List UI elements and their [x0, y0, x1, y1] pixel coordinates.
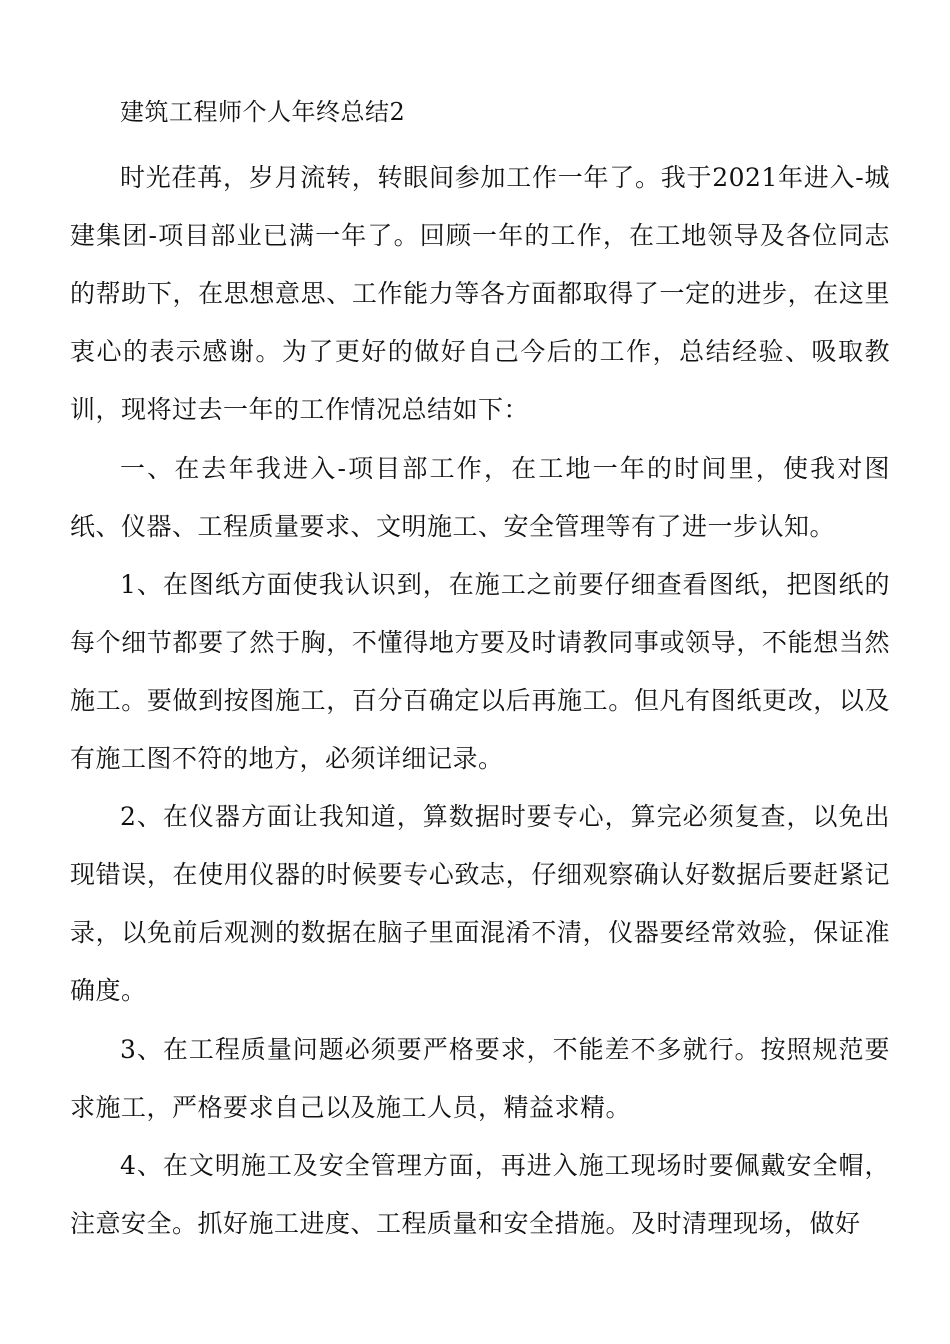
- paragraph: 一、在去年我进入-项目部工作，在工地一年的时间里，使我对图纸、仪器、工程质量要求、文明施工、安全管理等有了进一步认知。: [70, 454, 890, 541]
- paragraph: 2、在仪器方面让我知道，算数据时要专心，算完必须复查，以免出现错误，在使用仪器的时候要专心致志，仔细观察确认好数据后要赶紧记录，以免前后观测的数据在脑子里面混淆不清，仪器要经常效验，保证准确度。: [70, 802, 890, 1005]
- paragraph-intro: [70, 149, 890, 439]
- paragraph: 3、在工程质量问题必须要严格要求，不能差不多就行。按照规范要求施工，严格要求自己以及施工人员，精益求精。: [70, 1035, 890, 1122]
- paragraph: 时光荏苒，岁月流转，转眼间参加工作一年了。我于2021年进入-城建集团-项目部业已满一年了。回顾一年的工作，在工地领导及各位同志的帮助下，在思想意思、工作能力等各方面都取得了一定的进步，在这里衷心的表示感谢。为了更好的做好自己今后的工作，总结经验、吸取教训，现将过去一年的工作情况总结如下：: [70, 163, 890, 424]
- paragraph-section-1: [70, 440, 890, 556]
- paragraph-item-4: [70, 1137, 890, 1253]
- paragraph-item-2: [70, 788, 890, 1020]
- paragraph-item-1: [70, 556, 890, 788]
- paragraph: 4、在文明施工及安全管理方面，再进入施工现场时要佩戴安全帽，注意安全。抓好施工进度、工程质量和安全措施。及时清理现场，做好: [70, 1151, 890, 1238]
- document-title: 建筑工程师个人年终总结2: [120, 98, 406, 126]
- paragraph-item-3: [70, 1021, 890, 1137]
- paragraph: 1、在图纸方面使我认识到，在施工之前要仔细查看图纸，把图纸的每个细节都要了然于胸，不懂得地方要及时请教同事或领导，不能想当然施工。要做到按图施工，百分百确定以后再施工。但凡有图纸更改，以及有施工图不符的地方，必须详细记录。: [70, 570, 890, 773]
